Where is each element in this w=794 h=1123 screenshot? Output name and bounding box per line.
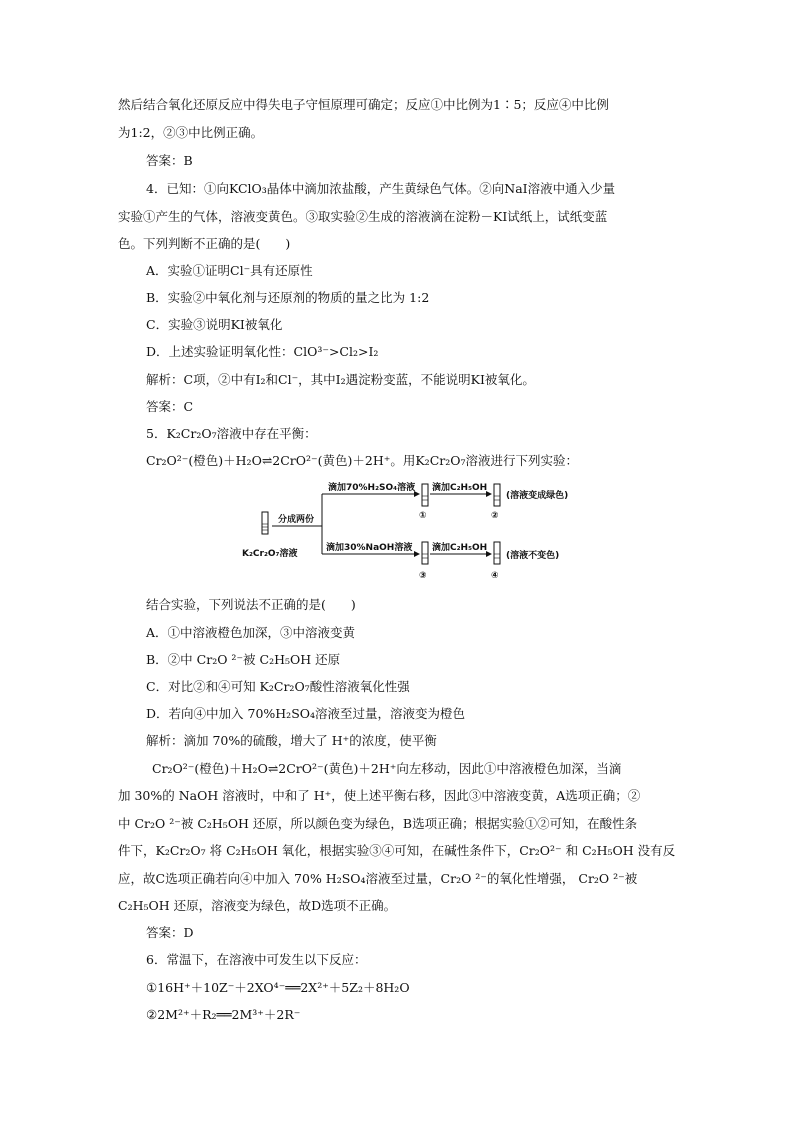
option-a: A．实验①证明Cl⁻具有还原性 (146, 263, 313, 278)
diagram-top-step2: 滴加C₂H₅OH (432, 483, 488, 493)
tube-label-4: ④ (491, 571, 499, 581)
question-line: 5．K₂Cr₂O₇溶液中存在平衡： (146, 426, 317, 441)
tube-label-2: ② (491, 511, 499, 521)
test-tube-icon (494, 542, 500, 564)
text-line: 件下，K₂Cr₂O₇ 将 C₂H₅OH 氧化，根据实验③④可知，在碱性条件下，Cr₂O²⁻ 和 C₂H₅OH 没有反 (118, 843, 676, 858)
text-line: 色。下列判断不正确的是( ) (118, 236, 291, 251)
diagram-bottom-result: (溶液不变色) (506, 551, 560, 561)
text-line: 应，故C选项正确若向④中加入 70% H₂SO₄溶液至过量，Cr₂O ²⁻的氧化性增强， Cr₂O ²⁻被 (118, 871, 638, 886)
answer-line: 答案：D (146, 925, 194, 940)
option-c: C．实验③说明KI被氧化 (146, 317, 283, 332)
question-line: 4．已知：①向KClO₃晶体中滴加浓盐酸，产生黄绿色气体。②向NaI溶液中通入少量 (146, 181, 616, 196)
diagram-top-reagent: 滴加70%H₂SO₄溶液 (328, 483, 416, 493)
question-line: 6．常温下，在溶液中可发生以下反应： (146, 952, 367, 967)
text-line: 实验①产生的气体，溶液变黄色。③取实验②生成的溶液滴在淀粉－KI试纸上，试纸变蓝 (118, 209, 608, 224)
tube-label-3: ③ (419, 571, 427, 581)
test-tube-icon (262, 512, 268, 534)
text-line: C₂H₅OH 还原，溶液变为绿色，故D选项不正确。 (118, 898, 397, 913)
diagram-bottom-reagent: 滴加30%NaOH溶液 (326, 543, 413, 553)
equation-line: Cr₂O²⁻(橙色)＋H₂O⇌2CrO²⁻(黄色)＋2H⁺。用K₂Cr₂O₇溶液进行下列实验： (146, 453, 579, 468)
test-tube-icon (422, 542, 428, 564)
tube-label-1: ① (419, 511, 427, 521)
answer-line: 答案：B (146, 153, 193, 168)
option-b: B．②中 Cr₂O ²⁻被 C₂H₅OH 还原 (146, 652, 341, 667)
option-d: D．若向④中加入 70%H₂SO₄溶液至过量，溶液变为橙色 (146, 706, 466, 721)
option-a: A．①中溶液橙色加深，③中溶液变黄 (146, 625, 356, 640)
equation-line: ①16H⁺＋10Z⁻＋2XO⁴⁻══2X²⁺＋5Z₂＋8H₂O (146, 980, 410, 995)
test-tube-icon (494, 484, 500, 506)
diagram-source-label: K₂Cr₂O₇溶液 (242, 549, 298, 559)
option-c: C．对比②和④可知 K₂Cr₂O₇酸性溶液氧化性强 (146, 679, 410, 694)
text-line: Cr₂O²⁻(橙色)＋H₂O⇌2CrO²⁻(黄色)＋2H⁺向左移动，因此①中溶液橙色加深，当滴 (152, 761, 622, 776)
diagram-bottom-step2: 滴加C₂H₅OH (432, 543, 488, 553)
text-line: 为1:2，②③中比例正确。 (118, 125, 264, 140)
analysis-line: 解析：滴加 70%的硫酸，增大了 H⁺的浓度，使平衡 (146, 733, 437, 748)
text-line: 加 30%的 NaOH 溶液时，中和了 H⁺，使上述平衡右移，因此③中溶液变黄，A选项正确；② (118, 788, 641, 803)
experiment-diagram (238, 476, 598, 586)
option-d: D．上述实验证明氧化性：ClO³⁻>Cl₂>I₂ (146, 344, 379, 359)
option-b: B．实验②中氧化剂与还原剂的物质的量之比为 1:2 (146, 290, 430, 305)
diagram-split-label: 分成两份 (278, 515, 315, 525)
diagram-top-result: (溶液变成绿色) (506, 491, 569, 501)
equation-line: ②2M²⁺＋R₂══2M³⁺＋2R⁻ (146, 1007, 301, 1022)
text-line: 然后结合氧化还原反应中得失电子守恒原理可确定；反应①中比例为1∶5；反应④中比例 (118, 97, 609, 112)
answer-line: 答案：C (146, 399, 194, 414)
analysis-line: 解析：C项，②中有I₂和Cl⁻，其中I₂遇淀粉变蓝，不能说明KI被氧化。 (146, 372, 535, 387)
question-line: 结合实验，下列说法不正确的是( ) (146, 597, 356, 612)
test-tube-icon (422, 484, 428, 506)
text-line: 中 Cr₂O ²⁻被 C₂H₅OH 还原，所以颜色变为绿色，B选项正确；根据实验①②可知，在酸性条 (118, 816, 638, 831)
